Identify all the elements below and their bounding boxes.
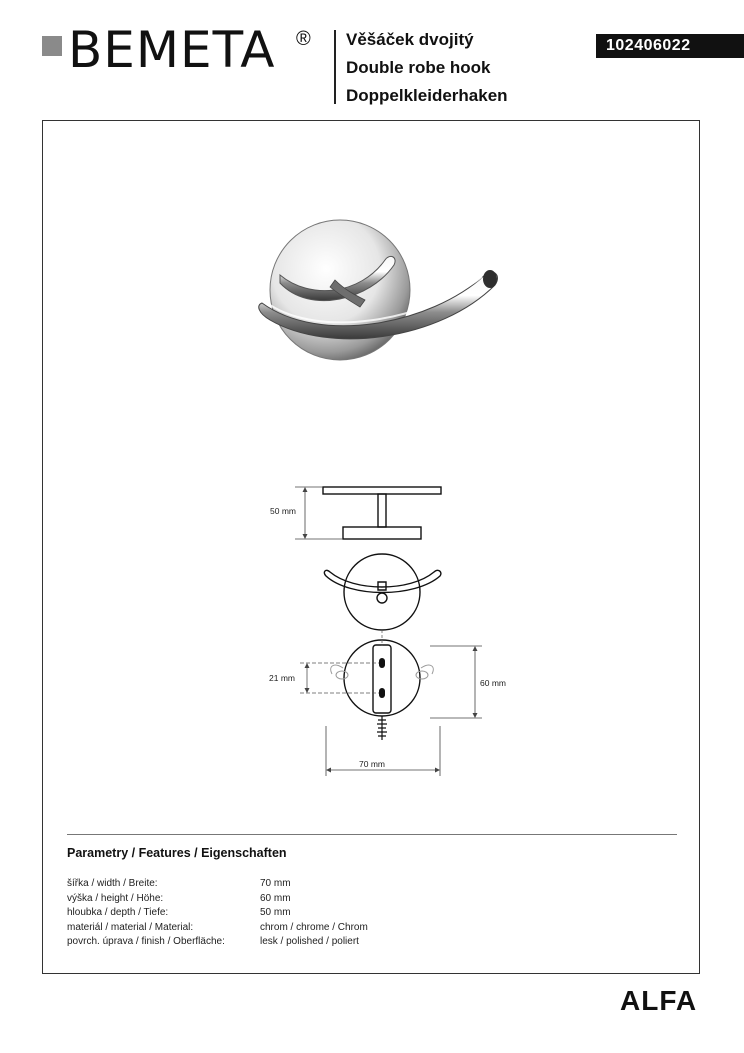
feature-row-depth [67,906,368,921]
side-view [323,487,441,539]
depth-dimension-label: 50 mm [270,506,296,516]
feature-label: materiál / material / Material: [67,921,194,933]
feature-label: hloubka / depth / Tiefe: [67,907,169,918]
header-divider [334,30,336,104]
hole-spacing-label: 21 mm [269,673,295,683]
title-cs: Věšáček dvojitý [346,30,474,49]
feature-row-width [67,877,368,892]
feature-value: chrom / chrome / Chrom [260,921,368,933]
feature-value: 60 mm [260,892,291,904]
registered-mark: ® [296,28,311,50]
features-heading: Parametry / Features / Eigenschaften [67,846,287,860]
feature-row-height [67,892,368,907]
title-en: Double robe hook [346,58,491,77]
back-view [331,640,434,716]
features-divider [67,834,677,835]
front-view [324,554,441,630]
logo-square [42,36,62,56]
height-dimension-label: 60 mm [480,678,506,688]
series-name: ALFA [620,985,698,1016]
product-photo [250,205,510,395]
title-de: Doppelkleiderhaken [346,86,508,105]
product-code: 102406022 [596,34,744,58]
brand-logo: BEMETA [68,21,276,79]
features-table [67,877,368,950]
feature-label: povrch. úprava / finish / Oberfläche: [67,936,225,947]
width-dimension-label: 70 mm [359,759,385,769]
feature-value: lesk / polished / poliert [260,936,359,947]
feature-value: 70 mm [260,878,291,889]
feature-label: výška / height / Höhe: [67,892,164,904]
feature-row-finish [67,935,368,950]
feature-value: 50 mm [260,907,291,918]
technical-drawing [250,470,520,780]
feature-label: šířka / width / Breite: [67,878,158,889]
feature-row-material [67,921,368,936]
